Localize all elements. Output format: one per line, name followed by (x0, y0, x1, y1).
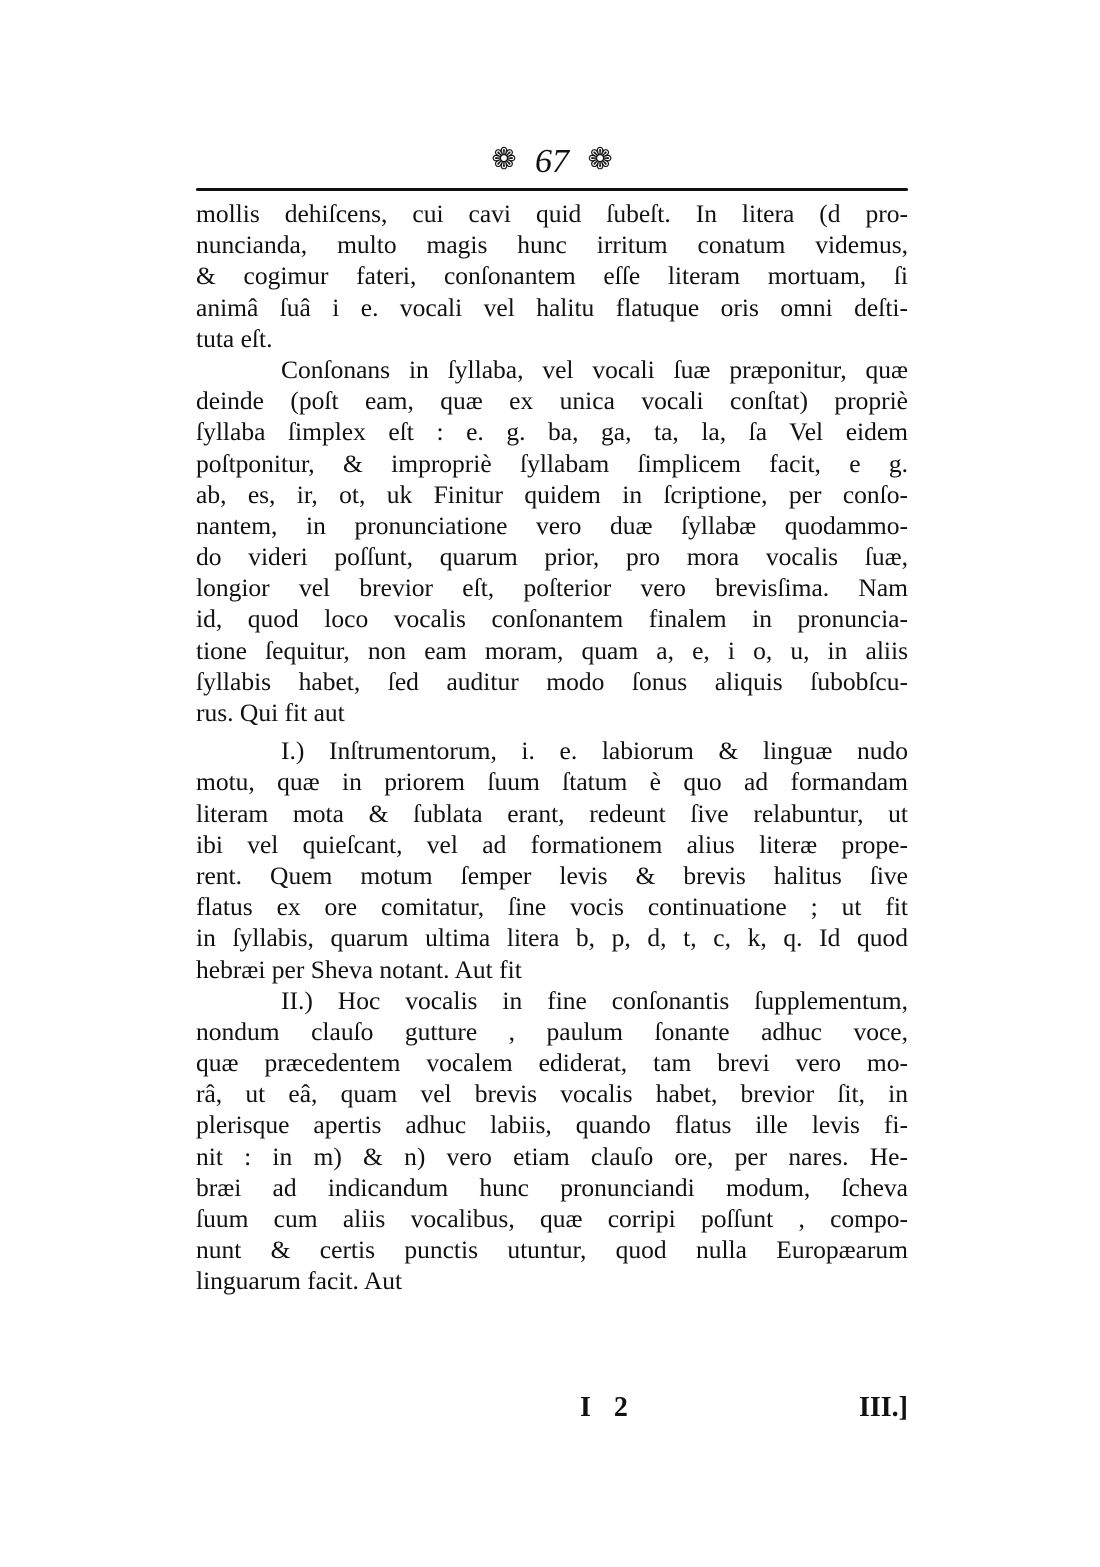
body-text (196, 198, 908, 1297)
paragraph (196, 354, 908, 728)
text-line: motu, quæ in priorem ſuum ſtatum è quo ad formandam (196, 767, 908, 797)
text-line: linguarum facit. Aut (196, 1266, 403, 1296)
text-line: plerisque apertis adhuc labiis, quando flatus ille levis fi- (196, 1110, 908, 1140)
text-line: nantem, in pronunciatione vero duæ ſyllabæ quodammo- (196, 510, 908, 540)
text-line: ab, es, ir, ot, uk Finitur quidem in ſcriptione, per conſo- (196, 479, 908, 509)
text-line: râ, ut eâ, quam vel brevis vocalis habet, brevior ſit, in (196, 1079, 908, 1109)
fleuron-ornament-icon: ❁ (587, 143, 613, 177)
text-line: bræi ad indicandum hunc pronunciandi modum, ſcheva (196, 1172, 908, 1202)
page-number: 67 (535, 143, 569, 181)
text-line: & cogimur fateri, conſonantem eſſe literam mortuam, ſi (196, 261, 908, 291)
text-line: hebræi per Sheva notant. Aut fit (196, 954, 522, 984)
paragraph (196, 735, 908, 985)
text-line: literam mota & ſublata erant, redeunt ſive relabuntur, ut (196, 798, 908, 828)
paragraph (196, 985, 908, 1297)
catchword: III.] (858, 1392, 908, 1423)
text-line: nit : in m) & n) vero etiam clauſo ore, per nares. He- (196, 1141, 908, 1171)
text-line: I.) Inſtrumentorum, i. e. labiorum & linguæ nudo (281, 736, 908, 766)
text-line: ſyllabis habet, ſed auditur modo ſonus aliquis ſubobſcu- (196, 666, 908, 696)
text-line: nunt & certis punctis utuntur, quod nulla Europæarum (196, 1235, 908, 1265)
text-line: nondum clauſo gutture , paulum ſonante adhuc voce, (196, 1016, 908, 1046)
text-line: quæ præcedentem vocalem ediderat, tam brevi vero mo- (196, 1048, 908, 1078)
text-line: poſtponitur, & impropriè ſyllabam ſimplicem facit, e g. (196, 448, 908, 478)
running-header (196, 140, 908, 186)
page-footer (196, 1392, 908, 1432)
signature-mark: I 2 (580, 1392, 636, 1423)
text-line: rus. Qui fit aut (196, 698, 345, 727)
text-line: II.) Hoc vocalis in fine conſonantis ſupplementum, (281, 985, 908, 1015)
fleuron-ornament-icon: ❁ (491, 143, 517, 177)
text-line: do videri poſſunt, quarum prior, pro mora vocalis ſuæ, (196, 542, 908, 572)
text-line: ibi vel quieſcant, vel ad formationem alius literæ prope- (196, 829, 908, 859)
text-line: ſyllaba ſimplex eſt : e. g. ba, ga, ta, la, ſa Vel eidem (196, 417, 908, 447)
text-line: tuta eſt. (196, 323, 273, 353)
text-line: ſuum cum aliis vocalibus, quæ corripi poſſunt , compo- (196, 1204, 908, 1233)
text-line: in ſyllabis, quarum ultima litera b, p, d, t, c, k, q. Id quod (196, 923, 908, 953)
text-line: Conſonans in ſyllaba, vel vocali ſuæ præponitur, quæ (281, 354, 908, 384)
text-line: animâ ſuâ i e. vocali vel halitu flatuque oris omni deſti- (196, 292, 908, 322)
paragraph-gap (196, 728, 908, 735)
text-line: id, quod loco vocalis conſonantem finalem in pronuncia- (196, 604, 908, 634)
text-line: rent. Quem motum ſemper levis & brevis halitus ſive (196, 860, 908, 890)
text-line: deinde (poſt eam, quæ ex unica vocali conſtat) propriè (196, 386, 908, 416)
text-line: longior vel brevior eſt, poſterior vero brevisſima. Nam (196, 573, 908, 603)
text-line: nuncianda, multo magis hunc irritum conatum videmus, (196, 230, 908, 260)
text-line: flatus ex ore comitatur, ſine vocis continuatione ; ut fit (196, 892, 908, 922)
header-rule (196, 188, 908, 191)
paragraph (196, 198, 908, 354)
text-line: tione ſequitur, non eam moram, quam a, e, i o, u, in aliis (196, 635, 908, 665)
text-line: mollis dehiſcens, cui cavi quid ſubeſt. In litera (d pro- (196, 199, 908, 228)
